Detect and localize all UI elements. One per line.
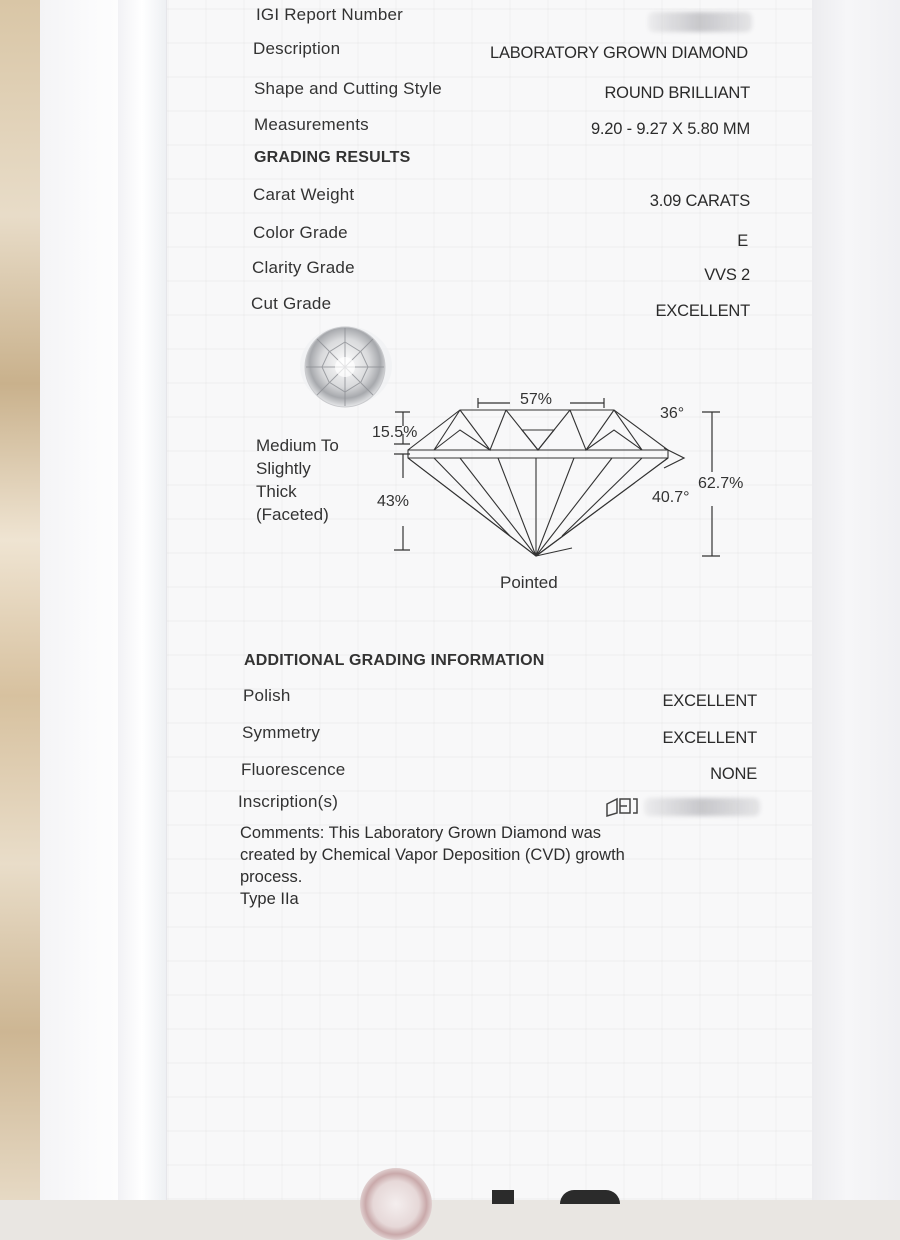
crown-height-percentage: 15.5% [372,424,418,441]
comments-block [240,822,760,910]
polish-value: EXCELLENT [662,692,757,710]
proportion-diagram [360,378,760,598]
girdle-line: Thick [256,482,297,501]
girdle-line: Medium To [256,436,339,455]
igi-inscription-icon [604,796,640,818]
crown-angle: 36° [660,405,685,422]
comments-line: created by Chemical Vapor Deposition (CVD) growth [240,846,625,864]
carat-label: Carat Weight [253,185,355,204]
color-value: E [737,232,748,250]
description-value: LABORATORY GROWN DIAMOND [489,44,748,62]
sleeve-edge [118,0,167,1200]
igi-logo-fragment [492,1190,514,1204]
table-percentage: 57% [520,391,553,408]
description-label: Description [253,39,341,58]
report-card [166,0,814,1200]
shape-label: Shape and Cutting Style [254,79,442,98]
inscription-label: Inscription(s) [238,792,339,811]
symmetry-label: Symmetry [242,723,321,742]
symmetry-value: EXCELLENT [662,729,757,747]
girdle-line: Slightly [256,459,311,478]
report-number-redacted [648,12,752,32]
color-label: Color Grade [253,223,348,242]
measurements-label: Measurements [254,115,369,134]
fluorescence-label: Fluorescence [241,760,346,779]
grading-results-heading: GRADING RESULTS [254,149,411,166]
comments-line: Type IIa [240,890,299,908]
measurements-value: 9.20 - 9.27 X 5.80 MM [590,120,750,138]
pavilion-depth-percentage: 43% [377,493,410,510]
shape-value: ROUND BRILLIANT [604,84,750,102]
comments-line: process. [240,868,303,886]
comments-line: Comments: This Laboratory Grown Diamond was [240,824,602,842]
cut-value: EXCELLENT [655,302,750,320]
igi-logo-fragment [560,1190,620,1204]
carat-value: 3.09 CARATS [649,192,750,210]
clarity-label: Clarity Grade [252,258,355,277]
right-strip [812,0,900,1200]
girdle-line: (Faceted) [256,505,329,524]
fluorescence-value: NONE [710,765,757,783]
report-number-label: IGI Report Number [256,5,404,24]
total-depth-percentage: 62.7% [698,475,744,492]
polish-label: Polish [243,686,291,705]
culet-label: Pointed [500,573,558,592]
igi-seal-icon [360,1168,432,1240]
inscription-redacted [644,798,760,816]
clarity-value: VVS 2 [704,266,750,284]
cut-label: Cut Grade [251,294,332,313]
additional-info-heading: ADDITIONAL GRADING INFORMATION [244,652,545,669]
inscription-logo-text: IGI [604,796,606,797]
girdle-description [256,434,339,526]
pavilion-angle: 40.7° [652,489,690,506]
